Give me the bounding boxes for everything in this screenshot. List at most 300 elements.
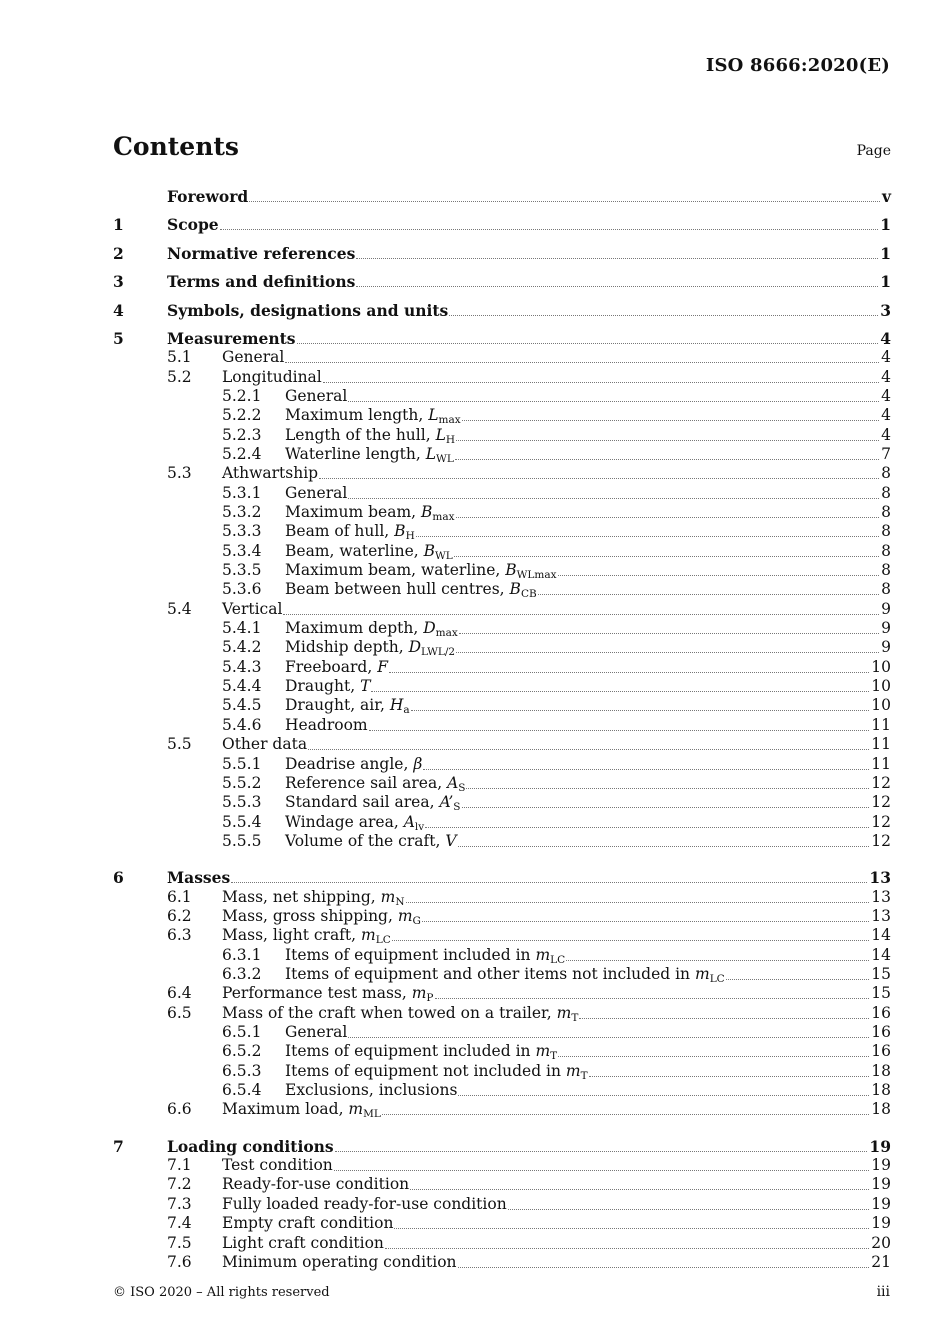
toc-entry-title-text: Draught, air, bbox=[285, 696, 390, 715]
toc-entry-number: 5.3.5 bbox=[222, 561, 262, 580]
toc-entry-title[interactable] bbox=[167, 215, 219, 234]
toc-entry-page: 1 bbox=[880, 215, 891, 235]
toc-entry-symbol: D bbox=[408, 638, 422, 657]
toc-entry-title[interactable] bbox=[222, 368, 322, 387]
toc-entry[interactable] bbox=[113, 1233, 891, 1252]
toc-entry-number: 5.2.2 bbox=[222, 406, 262, 425]
toc-leader-dots bbox=[566, 959, 869, 961]
toc-entry[interactable] bbox=[113, 1081, 891, 1100]
toc-entry[interactable] bbox=[113, 907, 891, 926]
toc-entry-title-text: Items of equipment included in bbox=[285, 945, 536, 964]
toc-leader-dots bbox=[459, 632, 879, 634]
toc-entry-number: 5.4.6 bbox=[222, 715, 262, 734]
toc-entry-subscript: S bbox=[453, 801, 461, 814]
toc-entry-subscript: LC bbox=[709, 973, 725, 985]
toc-leader-dots bbox=[558, 1055, 869, 1057]
toc-entry-subscript: H bbox=[445, 433, 456, 446]
toc-entry-title[interactable] bbox=[285, 1023, 347, 1042]
toc-entry[interactable] bbox=[113, 1061, 891, 1080]
toc-entry[interactable] bbox=[113, 793, 891, 812]
toc-entry-subscript: LWL/2 bbox=[421, 646, 456, 659]
toc-entry-symbol: H bbox=[389, 696, 404, 715]
toc-entry-page: 4 bbox=[881, 406, 891, 425]
toc-entry-subscript: WL bbox=[435, 549, 453, 562]
toc-entry-title-text: Athwartship bbox=[222, 464, 319, 483]
toc-entry[interactable] bbox=[113, 206, 891, 234]
toc-entry-title[interactable] bbox=[285, 658, 388, 677]
toc-entry-symbol: m bbox=[565, 1061, 581, 1080]
table-of-contents bbox=[113, 186, 891, 1272]
toc-entry-symbol: m bbox=[411, 984, 427, 1003]
toc-entry-number: 5.4.1 bbox=[222, 619, 262, 638]
toc-entry-title[interactable] bbox=[222, 984, 434, 1003]
copyright-notice: © ISO 2020 – All rights reserved bbox=[113, 1285, 330, 1300]
toc-entry-subscript: G bbox=[412, 914, 421, 927]
toc-entry-number: 5.4.3 bbox=[222, 657, 262, 676]
toc-entry-title[interactable] bbox=[285, 426, 455, 445]
toc-entry-subscript: max bbox=[438, 414, 461, 427]
toc-entry-title-text: Measurements bbox=[167, 328, 296, 348]
toc-leader-dots bbox=[423, 768, 869, 770]
toc-entry-number: 3 bbox=[113, 272, 124, 292]
toc-entry-title[interactable] bbox=[285, 619, 458, 638]
toc-leader-dots bbox=[579, 1017, 869, 1019]
toc-entry-title-text: Maximum load, bbox=[222, 1100, 349, 1119]
toc-entry[interactable] bbox=[113, 812, 891, 831]
toc-entry[interactable] bbox=[113, 1003, 891, 1022]
toc-entry-symbol: m bbox=[348, 1100, 364, 1119]
toc-leader-dots bbox=[382, 1113, 869, 1115]
toc-leader-dots bbox=[435, 997, 870, 999]
toc-entry-title[interactable] bbox=[285, 1042, 557, 1061]
toc-entry-title-text: General bbox=[222, 348, 285, 367]
toc-entry-title[interactable] bbox=[285, 503, 455, 522]
toc-entry-symbol: m bbox=[361, 926, 376, 945]
toc-entry-title-text: Volume of the craft, bbox=[285, 831, 446, 850]
toc-entry[interactable] bbox=[113, 464, 891, 483]
toc-entry-title[interactable] bbox=[285, 677, 370, 696]
toc-entry[interactable] bbox=[113, 1175, 891, 1194]
toc-leader-dots bbox=[462, 419, 879, 421]
toc-leader-dots bbox=[726, 978, 870, 980]
toc-entry-number: 6.5.3 bbox=[222, 1061, 262, 1080]
toc-leader-dots bbox=[283, 613, 879, 615]
toc-entry[interactable] bbox=[113, 1042, 891, 1061]
toc-leader-dots bbox=[371, 690, 869, 692]
toc-entry-title[interactable] bbox=[285, 716, 368, 735]
toc-entry-number: 7.2 bbox=[167, 1175, 192, 1194]
toc-entry-title[interactable] bbox=[222, 600, 282, 619]
toc-entry-title-text: Light craft condition bbox=[222, 1233, 384, 1252]
toc-leader-dots bbox=[410, 1188, 869, 1190]
toc-leader-dots bbox=[348, 1036, 869, 1038]
toc-entry-subscript: a bbox=[403, 704, 410, 717]
toc-entry-page: 8 bbox=[881, 580, 891, 599]
toc-entry-title[interactable] bbox=[285, 638, 455, 657]
toc-leader-dots bbox=[458, 845, 870, 847]
toc-leader-dots bbox=[455, 458, 879, 460]
toc-entry-number: 5 bbox=[113, 328, 124, 348]
toc-entry-title[interactable] bbox=[285, 542, 453, 561]
toc-leader-dots bbox=[458, 1094, 869, 1096]
toc-entry-title-text: Mass, gross shipping, bbox=[222, 906, 398, 925]
toc-entry-number: 5.4 bbox=[167, 599, 192, 618]
toc-entry[interactable] bbox=[113, 599, 891, 618]
toc-entry[interactable] bbox=[113, 406, 891, 425]
toc-entry[interactable] bbox=[113, 677, 891, 696]
toc-entry[interactable] bbox=[113, 1127, 891, 1155]
toc-entry-title[interactable] bbox=[167, 1137, 334, 1156]
toc-entry-page: 12 bbox=[871, 793, 891, 812]
toc-entry-title[interactable] bbox=[222, 1195, 507, 1214]
toc-entry[interactable] bbox=[113, 754, 891, 773]
toc-entry[interactable] bbox=[113, 541, 891, 560]
toc-entry-symbol: m bbox=[397, 906, 413, 925]
toc-entry-title-text: Vertical bbox=[222, 599, 283, 618]
toc-entry-number: 6.4 bbox=[167, 984, 192, 1003]
toc-entry-page: v bbox=[881, 187, 891, 206]
toc-entry[interactable] bbox=[113, 638, 891, 657]
toc-entry-title-text: Waterline length, bbox=[285, 445, 426, 464]
toc-entry-title-text: Empty craft condition bbox=[222, 1214, 394, 1233]
toc-leader-dots bbox=[394, 1227, 869, 1229]
toc-entry[interactable] bbox=[113, 561, 891, 580]
toc-entry-number: 5.1 bbox=[167, 348, 192, 367]
toc-entry-page: 1 bbox=[880, 243, 891, 263]
toc-entry[interactable] bbox=[113, 291, 891, 319]
toc-entry-title-text: Masses bbox=[167, 868, 231, 888]
toc-entry-page: 19 bbox=[871, 1214, 891, 1233]
toc-entry-title[interactable] bbox=[285, 580, 537, 599]
toc-entry-symbol: L bbox=[425, 445, 437, 464]
toc-entry[interactable] bbox=[113, 926, 891, 945]
toc-entry-page: 9 bbox=[881, 638, 891, 657]
toc-entry-title[interactable] bbox=[222, 1253, 457, 1272]
toc-entry-page: 21 bbox=[871, 1252, 891, 1271]
toc-entry-symbol: B bbox=[505, 561, 517, 580]
toc-entry-subscript: max bbox=[435, 627, 458, 640]
toc-entry-subscript: S bbox=[458, 781, 466, 794]
toc-entry-title[interactable] bbox=[222, 348, 284, 367]
toc-entry[interactable] bbox=[113, 984, 891, 1003]
toc-entry[interactable] bbox=[113, 832, 891, 851]
toc-entry-title-text: Mass, net shipping, bbox=[222, 887, 381, 906]
toc-entry[interactable] bbox=[113, 1194, 891, 1213]
toc-entry-symbol: m bbox=[694, 965, 710, 983]
toc-leader-dots bbox=[406, 901, 870, 903]
toc-entry[interactable] bbox=[113, 945, 891, 964]
toc-entry-title[interactable] bbox=[222, 907, 421, 926]
toc-leader-dots bbox=[589, 1075, 870, 1077]
toc-entry-title[interactable] bbox=[285, 965, 725, 984]
toc-entry-subscript: T bbox=[571, 1011, 579, 1024]
toc-entry-title[interactable] bbox=[222, 888, 405, 907]
toc-entry-subscript: CB bbox=[520, 588, 537, 601]
toc-entry-title[interactable] bbox=[167, 187, 248, 206]
toc-entry[interactable] bbox=[113, 320, 891, 348]
toc-entry-number: 7.3 bbox=[167, 1194, 192, 1213]
toc-entry-title-text: Symbols, designations and units bbox=[167, 300, 449, 320]
toc-leader-dots bbox=[458, 1266, 870, 1268]
toc-entry-number: 5.4.5 bbox=[222, 696, 262, 715]
toc-entry-page: 11 bbox=[871, 754, 891, 773]
toc-entry-title-text: Exclusions, inclusions bbox=[285, 1081, 458, 1100]
toc-leader-dots bbox=[454, 555, 879, 557]
toc-entry-title-text: Items of equipment and other items not included in bbox=[285, 965, 695, 983]
toc-entry-page: 18 bbox=[871, 1081, 891, 1100]
toc-entry-number: 5.3.1 bbox=[222, 483, 262, 502]
toc-entry[interactable] bbox=[113, 425, 891, 444]
toc-entry[interactable] bbox=[113, 715, 891, 734]
toc-entry-title[interactable] bbox=[285, 832, 457, 851]
toc-entry-page: 15 bbox=[871, 965, 891, 983]
toc-entry-title-text: Mass, light craft, bbox=[222, 926, 362, 945]
toc-entry-title[interactable] bbox=[222, 1100, 381, 1119]
toc-entry-page: 18 bbox=[871, 1061, 891, 1080]
toc-entry-title[interactable] bbox=[285, 793, 461, 812]
toc-entry-page: 16 bbox=[871, 1023, 891, 1042]
toc-entry-title-text: Minimum operating condition bbox=[222, 1252, 457, 1271]
toc-entry-number: 5.3.3 bbox=[222, 522, 262, 541]
toc-entry-page: 14 bbox=[871, 945, 891, 964]
toc-entry-title[interactable] bbox=[222, 464, 318, 483]
toc-entry-page: 8 bbox=[881, 561, 891, 580]
toc-entry-title-text: Items of equipment included in bbox=[285, 1042, 536, 1061]
toc-entry-symbol: L bbox=[435, 425, 446, 444]
toc-entry[interactable] bbox=[113, 1214, 891, 1233]
toc-entry-title-text: Normative references bbox=[167, 243, 356, 263]
toc-entry-title[interactable] bbox=[285, 774, 465, 793]
toc-entry-title[interactable] bbox=[285, 1081, 457, 1100]
toc-leader-dots bbox=[348, 497, 879, 499]
toc-entry-symbol: m bbox=[556, 1003, 572, 1022]
toc-entry-number: 6.3 bbox=[167, 926, 192, 945]
toc-entry[interactable] bbox=[113, 348, 891, 367]
toc-entry-title-text: Freeboard, bbox=[285, 657, 378, 676]
toc-entry-title[interactable] bbox=[167, 272, 355, 291]
toc-entry-page: 11 bbox=[871, 735, 891, 754]
toc-entry-title[interactable] bbox=[285, 1062, 588, 1081]
toc-entry-title[interactable] bbox=[222, 1175, 409, 1194]
toc-entry-title-text: Deadrise angle, bbox=[285, 754, 414, 773]
toc-entry-symbol: B bbox=[509, 580, 521, 599]
toc-entry-title[interactable] bbox=[167, 244, 355, 263]
toc-entry-page: 1 bbox=[880, 272, 891, 292]
toc-entry-number: 5.2.1 bbox=[222, 386, 262, 405]
toc-entry-title-text: Maximum beam, waterline, bbox=[285, 561, 506, 580]
toc-entry-page: 8 bbox=[881, 541, 891, 560]
toc-entry-title-text: General bbox=[285, 386, 348, 405]
toc-entry-title[interactable] bbox=[167, 301, 448, 320]
toc-entry-page: 15 bbox=[871, 984, 891, 1003]
toc-entry-page: 12 bbox=[871, 773, 891, 792]
toc-entry-title[interactable] bbox=[285, 561, 557, 580]
toc-entry-number: 5.5.4 bbox=[222, 812, 262, 831]
toc-entry-page: 8 bbox=[881, 464, 891, 483]
toc-entry-page: 19 bbox=[871, 1194, 891, 1213]
toc-entry-page: 10 bbox=[871, 657, 891, 676]
toc-leader-dots bbox=[323, 381, 879, 383]
toc-entry-title-text: Terms and definitions bbox=[167, 272, 356, 292]
toc-entry-page: 19 bbox=[871, 1156, 891, 1175]
toc-leader-dots bbox=[392, 939, 870, 941]
toc-leader-dots bbox=[411, 709, 870, 711]
toc-entry[interactable] bbox=[113, 774, 891, 793]
toc-entry-title[interactable] bbox=[285, 484, 347, 503]
toc-entry-title-text: Length of the hull, bbox=[285, 425, 436, 444]
toc-entry-title-text: Midship depth, bbox=[285, 638, 409, 657]
toc-entry[interactable] bbox=[113, 735, 891, 754]
toc-entry-page: 16 bbox=[871, 1003, 891, 1022]
toc-entry-number: 5.4.2 bbox=[222, 638, 262, 657]
toc-entry-title-text: Ready-for-use condition bbox=[222, 1175, 410, 1194]
toc-entry-page: 4 bbox=[881, 367, 891, 386]
toc-entry-title-text: Windage area, bbox=[285, 812, 404, 831]
toc-entry-number: 5.5 bbox=[167, 735, 192, 754]
toc-leader-dots bbox=[416, 535, 879, 537]
toc-entry-page: 20 bbox=[871, 1233, 891, 1252]
toc-entry-symbol: D bbox=[423, 619, 436, 638]
toc-entry-subscript: max bbox=[432, 511, 455, 524]
toc-entry-page: 13 bbox=[871, 887, 891, 906]
toc-entry-number: 5.2.4 bbox=[222, 445, 262, 464]
toc-entry[interactable] bbox=[113, 1100, 891, 1119]
toc-entry-title-text: Reference sail area, bbox=[285, 773, 448, 792]
toc-entry-title-text: Headroom bbox=[285, 715, 368, 734]
toc-entry-page: 8 bbox=[881, 522, 891, 541]
toc-entry-title[interactable] bbox=[285, 755, 422, 774]
toc-entry-number: 4 bbox=[113, 300, 124, 320]
toc-entry[interactable] bbox=[113, 696, 891, 715]
toc-entry-title[interactable] bbox=[285, 522, 415, 541]
toc-entry-title[interactable] bbox=[285, 696, 410, 715]
toc-entry-title[interactable] bbox=[285, 445, 454, 464]
toc-entry-number: 5.5.2 bbox=[222, 773, 262, 792]
toc-leader-dots bbox=[308, 748, 869, 750]
toc-entry[interactable] bbox=[113, 387, 891, 406]
toc-entry-number: 5.2.3 bbox=[222, 425, 262, 444]
toc-entry-symbol: B bbox=[394, 522, 406, 541]
toc-entry-number: 5.3.2 bbox=[222, 503, 262, 522]
toc-entry-title[interactable] bbox=[222, 1004, 578, 1023]
toc-entry-title[interactable] bbox=[222, 1214, 393, 1233]
toc-entry-subscript: T bbox=[580, 1069, 588, 1082]
toc-leader-dots bbox=[356, 257, 878, 259]
toc-entry[interactable] bbox=[113, 234, 891, 262]
toc-entry-number: 7.4 bbox=[167, 1214, 192, 1233]
toc-entry-title[interactable] bbox=[285, 946, 565, 965]
toc-entry-title[interactable] bbox=[285, 387, 347, 406]
toc-entry[interactable] bbox=[113, 263, 891, 291]
toc-entry-symbol: L bbox=[428, 406, 439, 425]
toc-leader-dots bbox=[385, 1247, 869, 1249]
contents-title: Contents bbox=[113, 132, 240, 161]
toc-entry-title[interactable] bbox=[222, 1234, 384, 1253]
toc-entry-symbol: B bbox=[421, 503, 433, 522]
toc-entry-symbol: T bbox=[360, 677, 371, 696]
toc-entry[interactable] bbox=[113, 1253, 891, 1272]
toc-entry-title-text: General bbox=[285, 1023, 348, 1042]
toc-entry-page: 9 bbox=[881, 619, 891, 638]
toc-entry-page: 7 bbox=[881, 445, 891, 464]
toc-entry-title[interactable] bbox=[222, 735, 307, 754]
toc-entry-title-text: Mass of the craft when towed on a trailer, bbox=[222, 1003, 557, 1022]
toc-entry-page: 10 bbox=[871, 677, 891, 696]
toc-entry-title-text: Other data bbox=[222, 735, 308, 754]
toc-entry-title-text: Draught, bbox=[285, 677, 361, 696]
toc-entry[interactable] bbox=[113, 445, 891, 464]
toc-entry-number: 6 bbox=[113, 868, 124, 888]
toc-entry-title-text: Fully loaded ready-for-use condition bbox=[222, 1194, 507, 1213]
toc-entry-subscript: P bbox=[426, 992, 434, 1005]
toc-entry-number: 5.3.4 bbox=[222, 541, 262, 560]
toc-entry-title[interactable] bbox=[222, 1156, 333, 1175]
toc-entry-subscript: WLmax bbox=[516, 569, 557, 582]
toc-entry[interactable] bbox=[113, 887, 891, 906]
toc-entry-title[interactable] bbox=[285, 813, 424, 832]
toc-leader-dots bbox=[285, 361, 879, 363]
toc-entry-title[interactable] bbox=[285, 406, 461, 425]
toc-entry[interactable] bbox=[113, 657, 891, 676]
toc-entry-title[interactable] bbox=[222, 926, 391, 945]
toc-entry-number: 5.5.1 bbox=[222, 754, 262, 773]
toc-entry[interactable] bbox=[113, 580, 891, 599]
toc-entry-page: 18 bbox=[871, 1100, 891, 1119]
toc-entry-title-text: Maximum length, bbox=[285, 406, 429, 425]
toc-entry-number: 5.2 bbox=[167, 367, 192, 386]
toc-entry[interactable] bbox=[113, 186, 891, 206]
toc-entry-page: 8 bbox=[881, 483, 891, 502]
toc-entry-symbol: A bbox=[403, 812, 415, 831]
toc-entry-number: 6.6 bbox=[167, 1100, 192, 1119]
toc-entry-page: 12 bbox=[871, 812, 891, 831]
toc-entry-subscript: N bbox=[395, 895, 405, 908]
toc-entry-title-text: Standard sail area, bbox=[285, 793, 440, 812]
toc-leader-dots bbox=[319, 477, 879, 479]
toc-leader-dots bbox=[231, 881, 867, 883]
toc-entry-subscript: LC bbox=[375, 934, 391, 947]
toc-entry-number: 6.2 bbox=[167, 906, 192, 925]
toc-entry-page: 9 bbox=[881, 599, 891, 618]
toc-entry[interactable] bbox=[113, 859, 891, 887]
toc-entry-page: 13 bbox=[871, 906, 891, 925]
toc-entry-page: 10 bbox=[871, 696, 891, 715]
toc-entry-page: 4 bbox=[881, 386, 891, 405]
toc-entry-page: 4 bbox=[880, 328, 891, 348]
toc-entry[interactable] bbox=[113, 619, 891, 638]
toc-entry[interactable] bbox=[113, 1023, 891, 1042]
toc-entry[interactable] bbox=[113, 483, 891, 502]
toc-entry-number: 2 bbox=[113, 243, 124, 263]
toc-entry[interactable] bbox=[113, 522, 891, 541]
toc-entry-title[interactable] bbox=[167, 329, 296, 348]
toc-entry-subscript: T bbox=[550, 1050, 558, 1063]
toc-entry-title-text: Foreword bbox=[167, 187, 249, 206]
toc-entry-subscript: lv bbox=[414, 820, 425, 833]
toc-entry[interactable] bbox=[113, 1156, 891, 1175]
toc-leader-dots bbox=[462, 806, 870, 808]
toc-entry[interactable] bbox=[113, 965, 891, 984]
toc-entry-page: 4 bbox=[881, 348, 891, 367]
toc-leader-dots bbox=[466, 787, 869, 789]
toc-entry-title[interactable] bbox=[167, 868, 230, 887]
toc-entry-symbol: m bbox=[380, 887, 396, 906]
toc-entry-page: 14 bbox=[871, 926, 891, 945]
toc-entry[interactable] bbox=[113, 367, 891, 386]
toc-entry-number: 6.5 bbox=[167, 1003, 192, 1022]
toc-entry-number: 5.3.6 bbox=[222, 580, 262, 599]
toc-entry[interactable] bbox=[113, 503, 891, 522]
